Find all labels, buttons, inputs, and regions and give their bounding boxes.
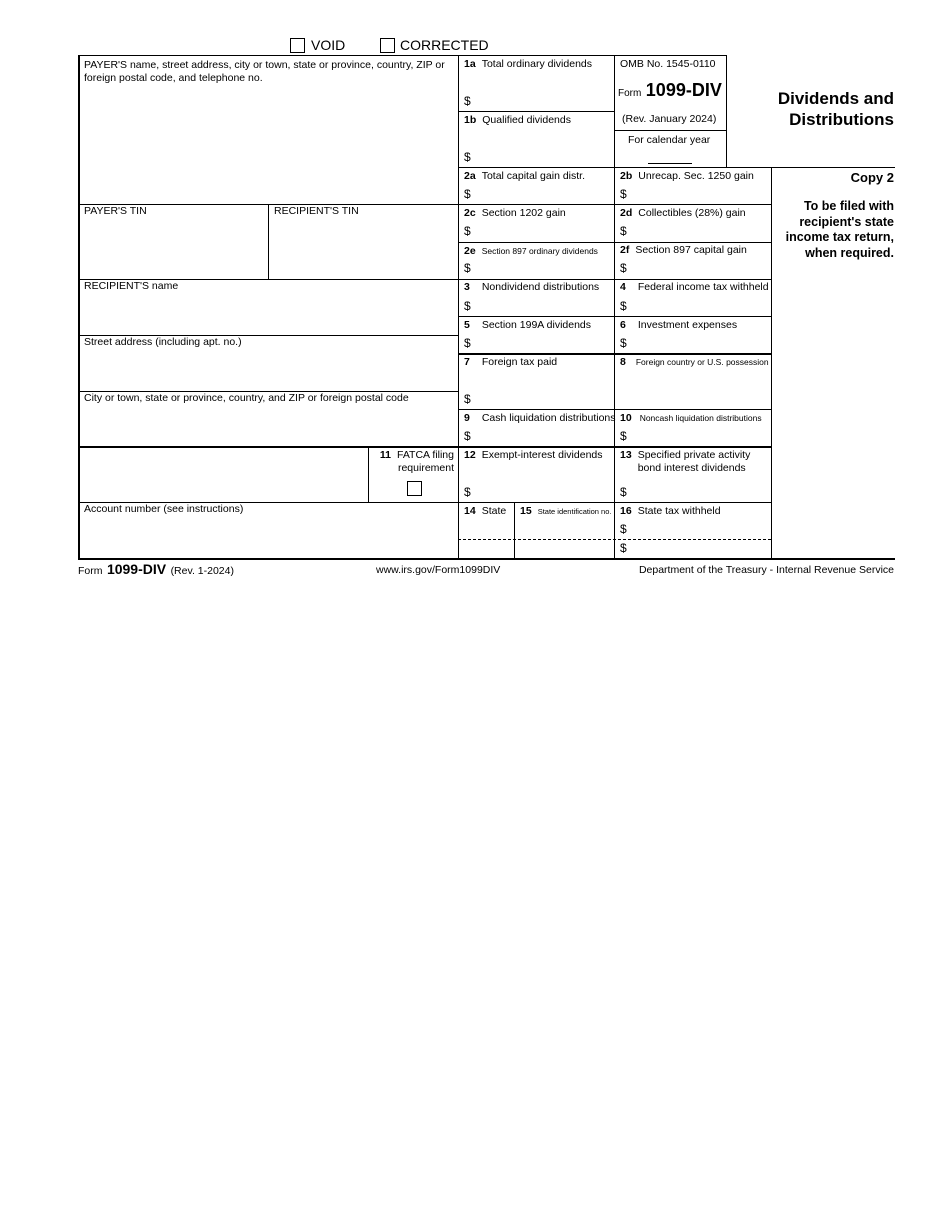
box-9-dollar: $ — [464, 429, 471, 443]
void-label: VOID — [311, 37, 346, 53]
box-16-label: 16 State tax withheld — [620, 505, 721, 517]
rev-date: (Rev. January 2024) — [622, 113, 717, 125]
box-7-label: 7 Foreign tax paid — [464, 356, 558, 368]
box-1b-label: 1b Qualified dividends — [464, 114, 571, 126]
box-4-dollar: $ — [620, 299, 627, 313]
box-15-label: 15 State identification no. — [520, 505, 612, 517]
corrected-checkbox[interactable] — [380, 38, 395, 53]
box-2d-label: 2d Collectibles (28%) gain — [620, 207, 746, 219]
box-2c-label: 2c Section 1202 gain — [464, 207, 566, 219]
copy-title: Copy 2 — [850, 170, 894, 185]
box-2a-label: 2a Total capital gain distr. — [464, 170, 585, 182]
box-5-label: 5 Section 199A dividends — [464, 319, 592, 331]
form-word: Form — [618, 88, 642, 99]
box-2c-dollar: $ — [464, 224, 471, 238]
box-12-dollar: $ — [464, 485, 471, 499]
form-heading: Dividends and Distributions — [777, 89, 894, 129]
box-1a-label: 1a Total ordinary dividends — [464, 58, 592, 70]
box-2a-dollar: $ — [464, 187, 471, 201]
recipient-name-label: RECIPIENT'S name — [84, 280, 179, 292]
calendar-year-field[interactable] — [648, 163, 692, 164]
box-10-dollar: $ — [620, 429, 627, 443]
void-checkbox[interactable] — [290, 38, 305, 53]
box-1a-dollar: $ — [464, 94, 471, 108]
box-5-dollar: $ — [464, 336, 471, 350]
form-title-block — [618, 80, 722, 101]
footer-department: Department of the Treasury - Internal Revenue Service — [638, 564, 894, 576]
corrected-label: CORRECTED — [400, 37, 489, 53]
box-1b-dollar: $ — [464, 150, 471, 164]
box-3-label: 3 Nondividend distributions — [464, 281, 600, 293]
box-6-label: 6 Investment expenses — [620, 319, 738, 331]
payer-name-label: PAYER'S name, street address, city or town, state or province, country, ZIP or foreign postal code, and telephone no. — [84, 59, 445, 84]
box-3-dollar: $ — [464, 299, 471, 313]
box-9-label: 9 Cash liquidation distributions — [464, 412, 616, 424]
box-6-dollar: $ — [620, 336, 627, 350]
box-2b-label: 2b Unrecap. Sec. 1250 gain — [620, 170, 754, 182]
box-2e-label: 2e Section 897 ordinary dividends — [464, 245, 598, 257]
box-12-label: 12 Exempt-interest dividends — [464, 449, 603, 461]
copy-instructions: To be filed with recipient's state income tax return, when required. — [785, 199, 894, 260]
box-2f-dollar: $ — [620, 261, 627, 275]
calendar-year-label: For calendar year — [628, 134, 711, 146]
box11-fatca-label: 11 FATCA filing requirement — [379, 449, 454, 474]
footer-url[interactable]: www.irs.gov/Form1099DIV — [376, 564, 501, 576]
box-16-dollar-1: $ — [620, 522, 627, 536]
box-8-label: 8 Foreign country or U.S. possession — [620, 356, 769, 368]
box-4-label: 4 Federal income tax withheld — [620, 281, 769, 293]
account-number-label: Account number (see instructions) — [84, 503, 244, 515]
street-address-label: Street address (including apt. no.) — [84, 336, 242, 348]
box-13-dollar: $ — [620, 485, 627, 499]
fatca-checkbox[interactable] — [407, 481, 422, 496]
box-14-label: 14 State — [464, 505, 507, 517]
box-2d-dollar: $ — [620, 224, 627, 238]
omb-number: OMB No. 1545-0110 — [620, 58, 716, 70]
recipient-tin-label: RECIPIENT'S TIN — [274, 205, 359, 217]
box-16-dollar-2: $ — [620, 541, 627, 555]
box-2b-dollar: $ — [620, 187, 627, 201]
footer-form-id: Form 1099-DIV (Rev. 1-2024) — [78, 561, 234, 577]
box-7-dollar: $ — [464, 392, 471, 406]
city-state-zip-label: City or town, state or province, country, and ZIP or foreign postal code — [84, 392, 409, 404]
box-2e-dollar: $ — [464, 261, 471, 275]
box-2f-label: 2f Section 897 capital gain — [620, 244, 747, 256]
box-10-label: 10 Noncash liquidation distributions — [620, 412, 762, 424]
form-name: 1099-DIV — [645, 80, 722, 100]
box-13-label: 13 Specified private activity bond interest dividends — [620, 449, 751, 474]
payer-tin-label: PAYER'S TIN — [84, 205, 147, 217]
